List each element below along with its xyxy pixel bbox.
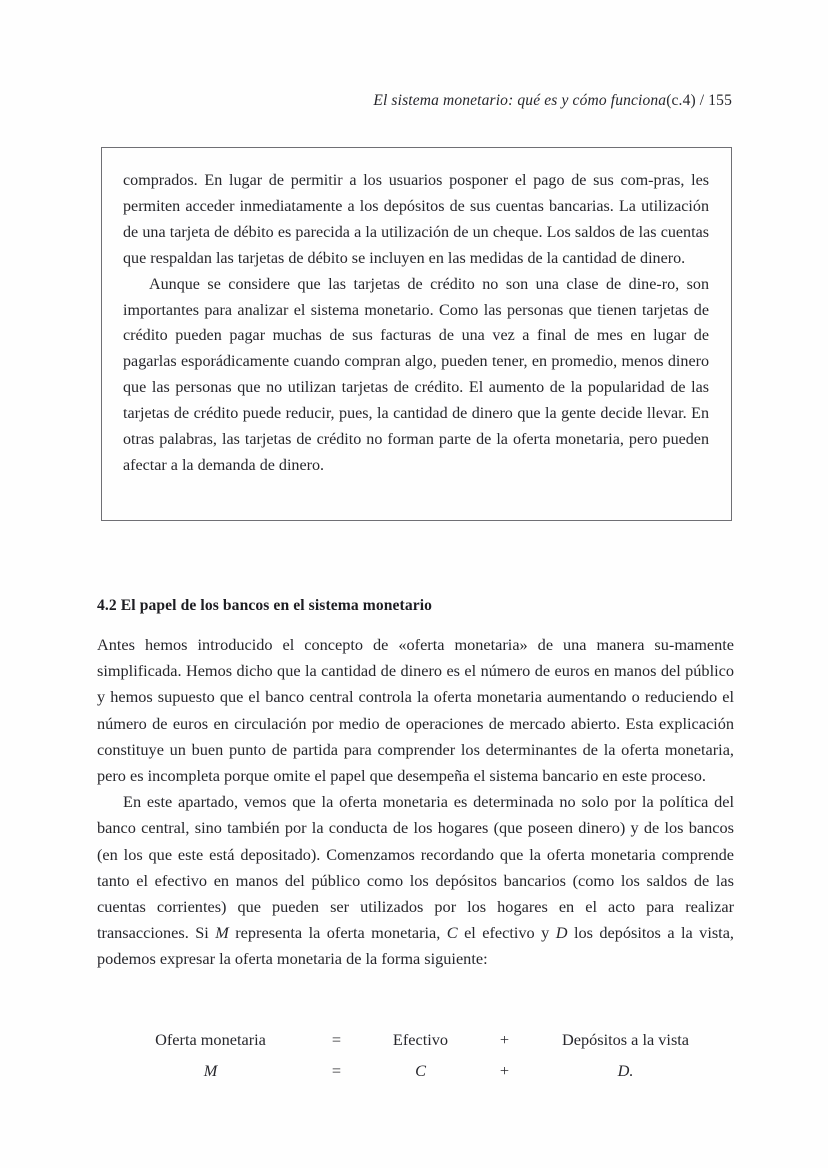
equation-operator-equals-1: =: [331, 1030, 342, 1049]
section-heading: 4.2 El papel de los bancos en el sistema monetario: [97, 596, 433, 614]
equation-operator-plus-2: +: [499, 1061, 510, 1080]
body-paragraph-2-text-d: los depósitos a la vista, podemos expresar la oferta monetaria de la forma siguiente:: [97, 923, 735, 969]
equation-term-currency: Efectivo: [392, 1030, 449, 1049]
equation-symbol-m: M: [203, 1061, 218, 1080]
body-paragraph-2-text-c: el efectivo y: [457, 923, 556, 943]
equation-table: [111, 1028, 721, 1087]
callout-paragraph-2: Aunque se considere que las tarjetas de crédito no son una clase de dine-ro, son importantes para analizar el sistema monetario. Como las personas que tienen tarjetas de crédito pueden pagar muchas de sus facturas de una vez a final de mes en lugar de pagarlas esporádicamente cuando compran algo, pueden tener, en promedio, menos dinero que las personas que no utilizan tarjetas de crédito. El aumento de la popularidad de las tarjetas de crédito puede reducir, pues, la cantidad de dinero que la gente decide llevar. En otras palabras, las tarjetas de crédito no forman parte de la oferta monetaria, pero pueden afectar a la demanda de dinero.: [123, 275, 709, 474]
equation-row-symbols: [111, 1056, 721, 1087]
equation-term-demand-deposits: Depósitos a la vista: [561, 1030, 690, 1049]
equation-row-words: [111, 1028, 721, 1056]
body-paragraph-1: Antes hemos introducido el concepto de «oferta monetaria» de una manera su-mamente simplificada. Hemos dicho que la cantidad de dinero es el número de euros en manos del público y hemos supuesto que el banco central controla la oferta monetaria aumentando o reduciendo el número de euros en circulación por medio de operaciones de mercado abierto. Esta explicación constituye un buen punto de partida para comprender los determinantes de la oferta monetaria, pero es incompleta porque omite el papel que desempeña el sistema bancario en este proceso.: [97, 635, 734, 786]
equation-symbol-d: D.: [617, 1061, 634, 1080]
running-head: [97, 92, 732, 110]
variable-c: C: [446, 923, 458, 943]
equation-operator-equals-2: =: [331, 1061, 342, 1080]
variable-m: M: [215, 923, 229, 943]
running-head-title: El sistema monetario: qué es y cómo funciona: [373, 92, 667, 109]
callout-paragraph-1: comprados. En lugar de permitir a los usuarios posponer el pago de sus com-pras, les permiten acceder inmediatamente a los depósitos de sus cuentas bancarias. La utilización de una tarjeta de débito es parecida a la utilización de un cheque. Los saldos de las cuentas que respaldan las tarjetas de débito se incluyen en las medidas de la cantidad de dinero.: [123, 172, 709, 267]
callout-box-content: [102, 148, 731, 479]
body-paragraph-2: [97, 789, 734, 972]
equation-block: [97, 1028, 734, 1087]
equation-term-money-supply: Oferta monetaria: [155, 1030, 266, 1049]
variable-d: D: [555, 923, 568, 943]
running-head-page-number: (c.4) / 155: [666, 92, 732, 109]
equation-operator-plus-1: +: [499, 1030, 510, 1049]
body-paragraph-2-text-b: representa la oferta monetaria,: [228, 923, 447, 943]
callout-box: [101, 147, 732, 521]
body-text: [97, 632, 734, 973]
body-paragraph-2-text-a: En este apartado, vemos que la oferta monetaria es determinada no solo por la política del banco central, sino también por la conducta de los hogares (que poseen dinero) y de los bancos (en los que este está depositado). Comenzamos recordando que la oferta monetaria comprende tanto el efectivo en manos del público como los depósitos bancarios (como los saldos de las cuentas corrientes) que pueden ser utilizados por los hogares en el acto para realizar transacciones. Si: [97, 792, 734, 943]
equation-symbol-c: C: [415, 1061, 426, 1080]
